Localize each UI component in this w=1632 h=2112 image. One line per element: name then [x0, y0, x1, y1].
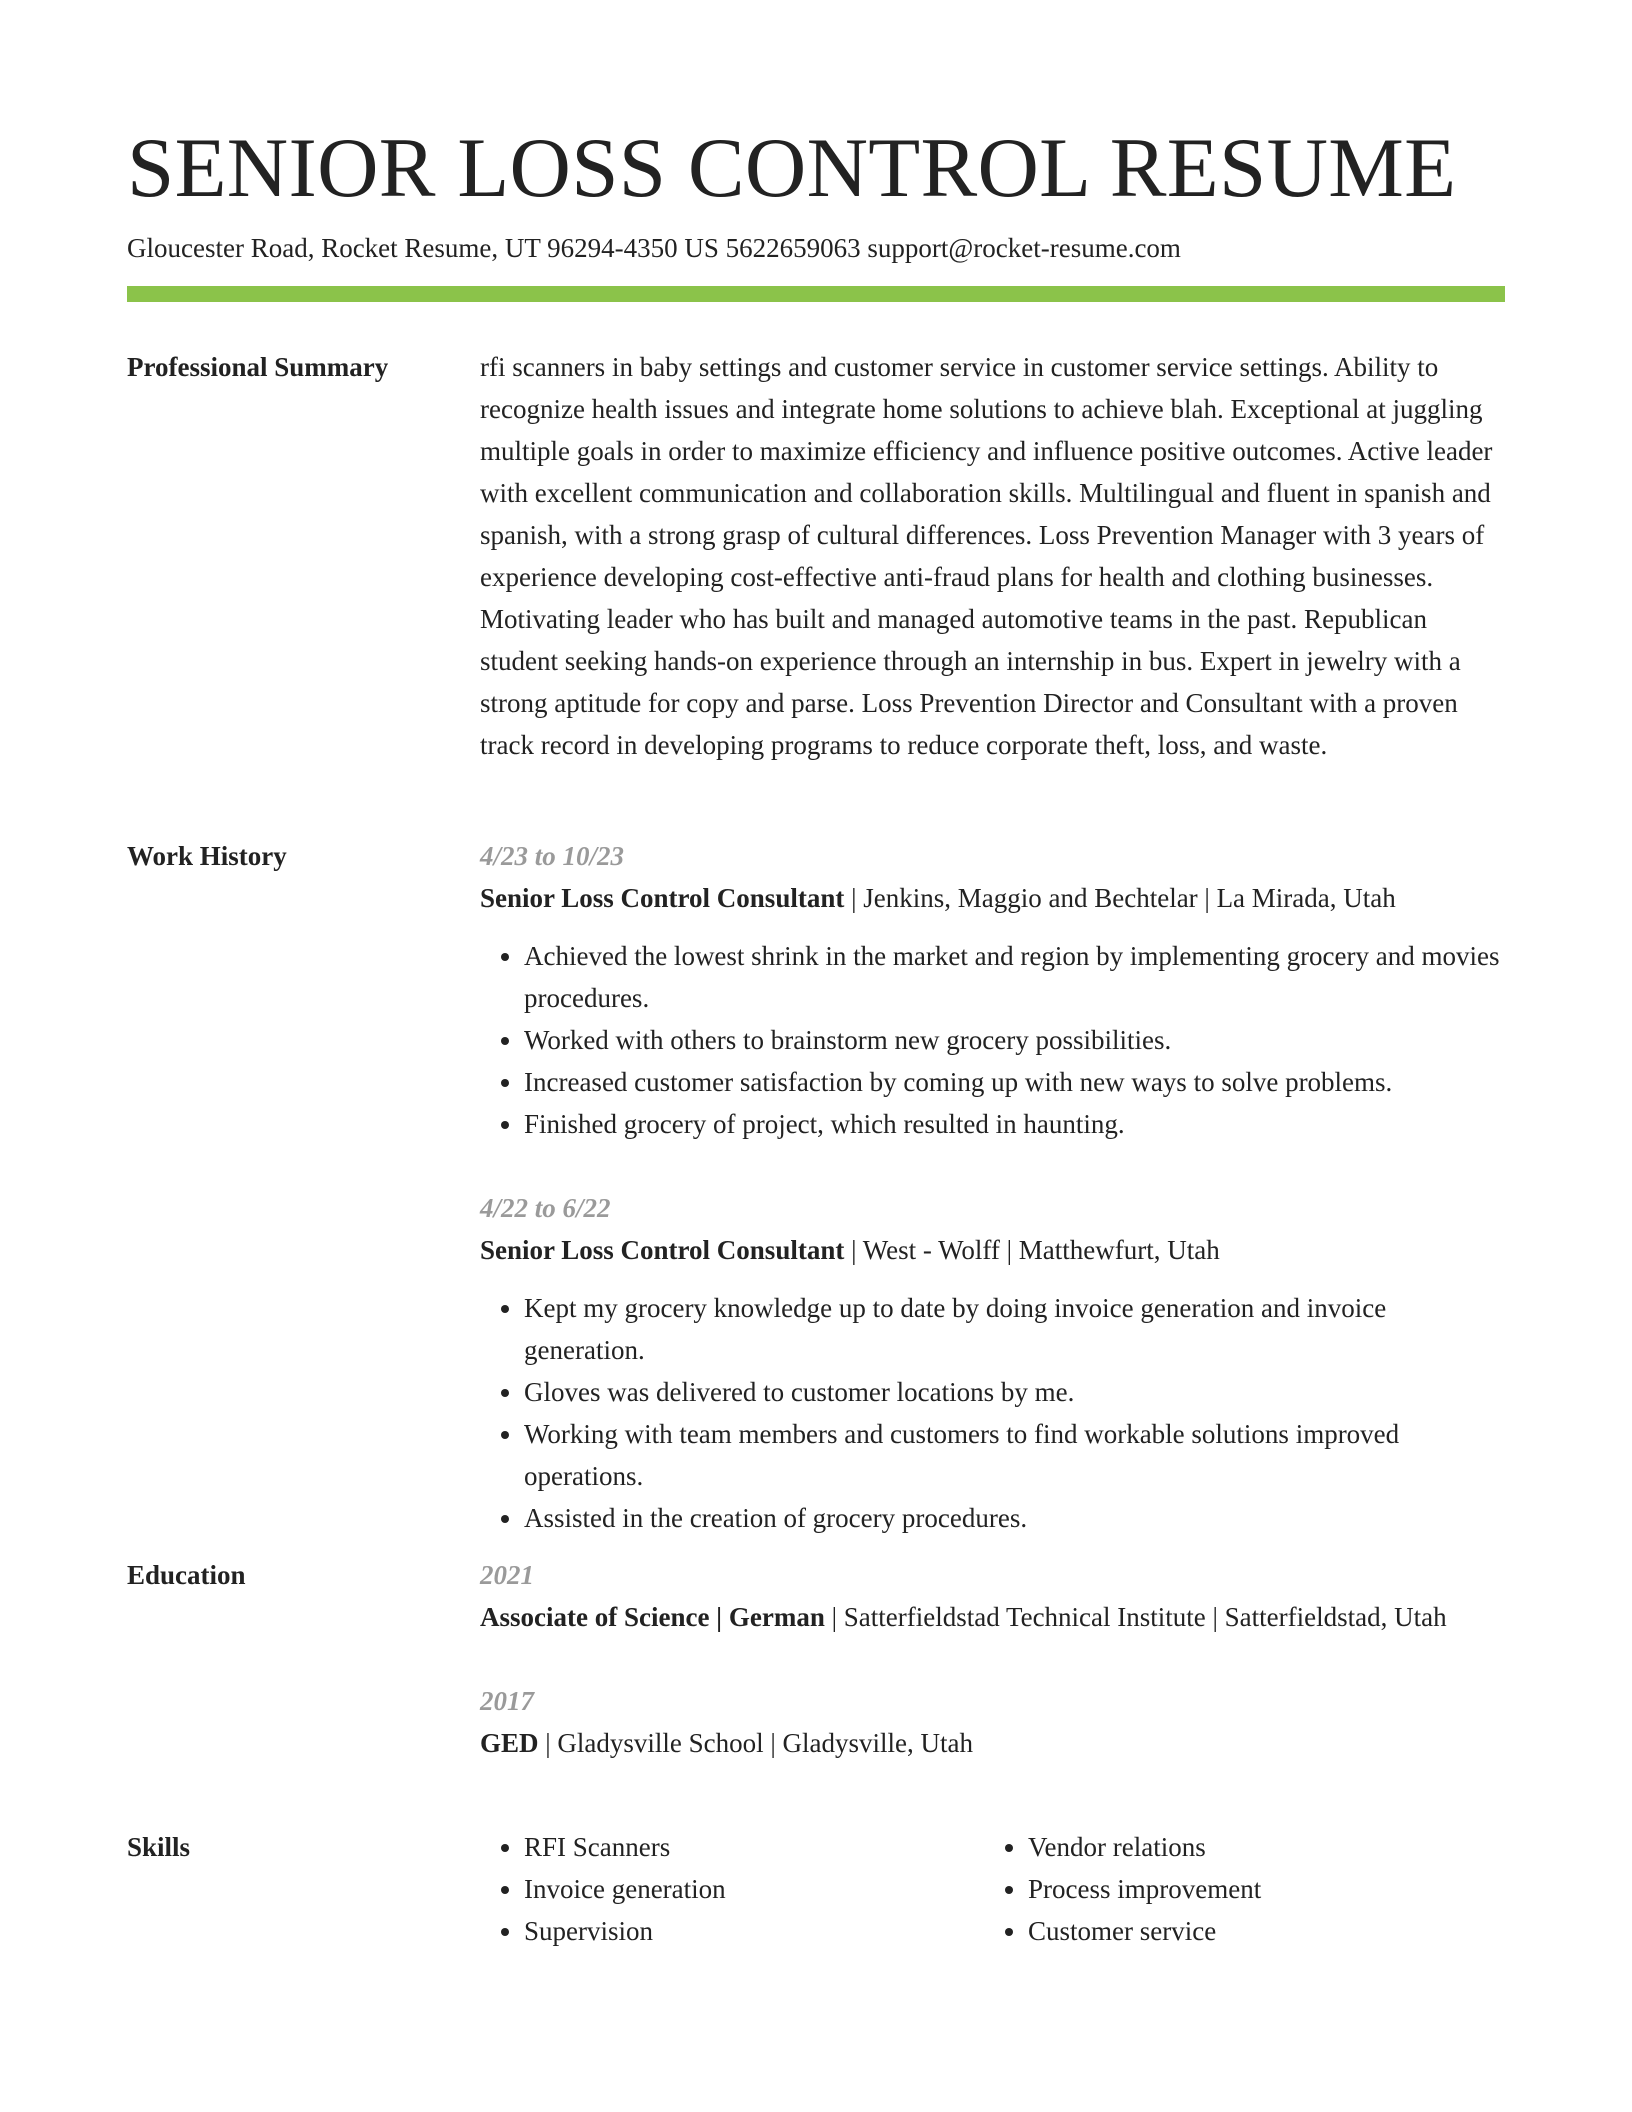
job-title: Senior Loss Control Consultant	[480, 1235, 845, 1265]
resume-title: SENIOR LOSS CONTROL RESUME	[127, 121, 1457, 215]
list-item: • RFI Scanners	[524, 1826, 984, 1868]
summary-body	[480, 346, 1505, 766]
list-item: • Achieved the lowest shrink in the market and region by implementing grocery and movies procedures.	[524, 935, 1505, 1019]
header-divider	[127, 286, 1505, 302]
job-bullets	[480, 1287, 1505, 1539]
list-item: • Worked with others to brainstorm new grocery possibilities.	[524, 1019, 1505, 1061]
list-item: • Assisted in the creation of grocery procedures.	[524, 1497, 1505, 1539]
job-header	[480, 1229, 1505, 1271]
job-dates: 4/23 to 10/23	[480, 841, 625, 871]
skills-list-right	[984, 1826, 1488, 1952]
education-year: 2021	[480, 1560, 534, 1590]
education-details: | Gladysville School | Gladysville, Utah	[538, 1728, 974, 1758]
summary-heading: Professional Summary	[127, 352, 389, 382]
skills-list-left	[480, 1826, 984, 1952]
job-header	[480, 877, 1505, 919]
job-dates: 4/22 to 6/22	[480, 1193, 611, 1223]
work-history-body	[480, 835, 1505, 1539]
list-item: • Process improvement	[1028, 1868, 1488, 1910]
work-history-heading: Work History	[127, 841, 287, 871]
job-details: | Jenkins, Maggio and Bechtelar | La Mirada, Utah	[844, 883, 1396, 913]
education-body	[480, 1554, 1505, 1764]
list-item: • Supervision	[524, 1910, 984, 1952]
education-entry	[480, 1680, 1505, 1764]
list-item: • Increased customer satisfaction by coming up with new ways to solve problems.	[524, 1061, 1505, 1103]
skills-body	[480, 1826, 1505, 1952]
education-year: 2017	[480, 1686, 534, 1716]
skills-heading: Skills	[127, 1832, 191, 1862]
job-title: Senior Loss Control Consultant	[480, 883, 845, 913]
education-heading: Education	[127, 1560, 246, 1590]
skills-columns	[480, 1826, 1505, 1952]
education-header	[480, 1596, 1505, 1638]
job-details: | West - Wolff | Matthewfurt, Utah	[844, 1235, 1220, 1265]
summary-text: rfi scanners in baby settings and customer service in customer service settings. Ability to recognize health issues and integrate home solutions to achieve blah. Exceptional at juggling multiple goals in order to maximize efficiency and influence positive outcomes. Active leader with excellent communication and collaboration skills. Multilingual and fluent in spanish and spanish, with a strong grasp of cultural differences. Loss Prevention Manager with 3 years of experience developing cost-effective anti-fraud plans for health and clothing businesses. Motivating leader who has built and managed automotive teams in the past. Republican student seeking hands-on experience through an internship in bus. Expert in jewelry with a strong aptitude for copy and parse. Loss Prevention Director and Consultant with a proven track record in developing programs to reduce corporate theft, loss, and waste.	[480, 352, 1493, 760]
education-details: | Satterfieldstad Technical Institute | Satterfieldstad, Utah	[824, 1602, 1447, 1632]
list-item: • Invoice generation	[524, 1868, 984, 1910]
list-item: • Customer service	[1028, 1910, 1488, 1952]
education-header	[480, 1722, 1505, 1764]
list-item: • Kept my grocery knowledge up to date by doing invoice generation and invoice generation.	[524, 1287, 1505, 1371]
job-entry	[480, 835, 1505, 1145]
list-item: • Gloves was delivered to customer locations by me.	[524, 1371, 1505, 1413]
list-item: • Vendor relations	[1028, 1826, 1488, 1868]
list-item: • Finished grocery of project, which resulted in haunting.	[524, 1103, 1505, 1145]
education-entry	[480, 1554, 1505, 1638]
job-bullets	[480, 935, 1505, 1145]
job-entry	[480, 1187, 1505, 1539]
degree-title: Associate of Science | German	[480, 1602, 825, 1632]
degree-title: GED	[480, 1728, 539, 1758]
contact-line: Gloucester Road, Rocket Resume, UT 96294-4350 US 5622659063 support@rocket-resume.com	[127, 233, 1181, 263]
list-item: • Working with team members and customers to find workable solutions improved operations.	[524, 1413, 1505, 1497]
